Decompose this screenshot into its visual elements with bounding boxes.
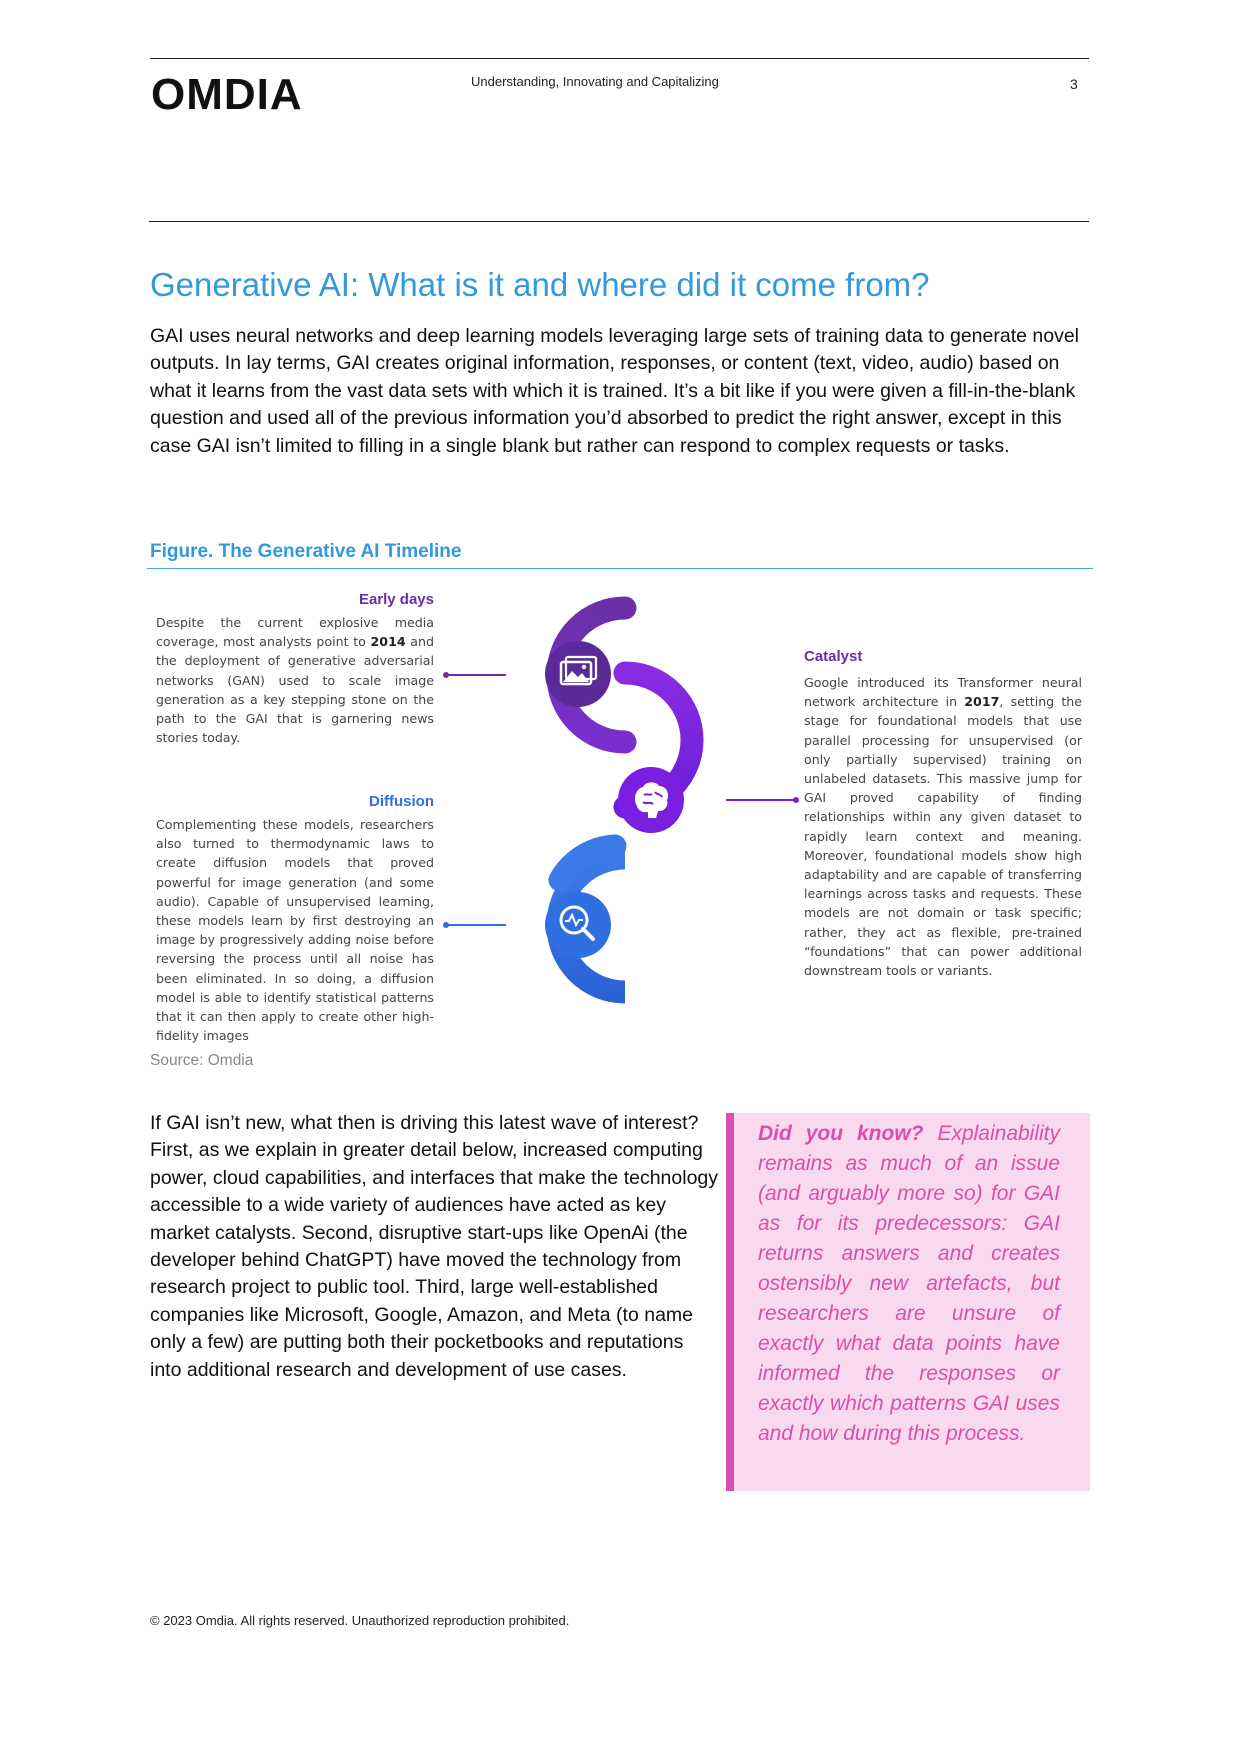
- copyright-footer: © 2023 Omdia. All rights reserved. Unauthorized reproduction prohibited.: [150, 1613, 570, 1628]
- figure-rule: [147, 568, 1093, 569]
- diffusion-heading: Diffusion: [369, 793, 434, 810]
- catalyst-dot: [793, 797, 799, 803]
- logo-text: OMDIA: [151, 72, 303, 116]
- early-days-heading: Early days: [358, 591, 434, 608]
- catalyst-text: Google introduced its Transformer neural network architecture in 2017, setting the stage for foundational models that use parallel processing for unsupervised (or only partially supervised) training on unlabeled datasets. This massive jump for GAI proved capability of finding relationships within any given dataset to rapidly learn context and meaning. Moreover, foundational models show high adaptability and are capable of transferring learnings across tasks and requests. These models are not domain or task specific; rather, they act as flexible, pre-trained “foundations” that can power additional downstream tools or variants.: [804, 675, 1082, 979]
- diffusion-text: Complementing these models, researchers also turned to thermodynamic laws to create diffusion models that proved powerful for image generation (and some audio). Capable of unsupervised learning, these models learn by first destroying an image by progressively adding noise before reversing the process until all noise has been eliminated. In so doing, a diffusion model is able to identify statistical patterns that it can then apply to create other high-fidelity images: [156, 817, 434, 1044]
- header-bottom-rule: [149, 221, 1089, 222]
- callout-accent-bar: [726, 1113, 734, 1491]
- callout-text: Did you know? Explainability remains as much of an issue (and arguably more so) for GAI as for its predecessors: GAI returns answers and creates ostensibly new artefacts, but researchers are unsure of exactly what data points have informed the responses or exactly which patterns GAI uses and how during this process.: [758, 1122, 1061, 1445]
- catalyst-heading: Catalyst: [804, 648, 863, 665]
- intro-paragraph: GAI uses neural networks and deep learning models leveraging large sets of training data to generate novel outputs. In lay terms, GAI creates original information, responses, or content (text, video, audio) based on what it learns from the vast data sets with which it is trained. It’s a bit like if you were given a fill-in-the-blank question and used all of the previous information you’d absorbed to predict the right answer, except in this case GAI isn’t limited to filling in a single blank but rather can respond to complex requests or tasks.: [150, 325, 1079, 457]
- early-days-year: 2014: [370, 634, 406, 650]
- page-title: Generative AI: What is it and where did it come from?: [150, 266, 930, 303]
- image-icon: [545, 641, 611, 707]
- callout-lead: Did you know?: [758, 1122, 924, 1145]
- brain-icon: [618, 767, 684, 833]
- figure-source: Source: Omdia: [150, 1052, 254, 1069]
- running-title: Understanding, Innovating and Capitalizing: [471, 74, 719, 89]
- figure-caption: Figure. The Generative AI Timeline: [150, 541, 462, 562]
- catalyst-year: 2017: [964, 694, 1000, 710]
- omdia-logo: [151, 72, 317, 116]
- header-top-rule: [150, 58, 1089, 59]
- early-days-dot: [443, 672, 449, 678]
- diffusion-dot: [443, 922, 449, 928]
- body-paragraph-2: If GAI isn’t new, what then is driving this latest wave of interest? First, as we explain in greater detail below, increased computing power, cloud capabilities, and interfaces that make the technology accessible to a wide variety of audiences have acted as key market catalysts. Second, disruptive start-ups like OpenAi (the developer behind ChatGPT) have moved the technology from research project to public tool. Third, large well-established companies like Microsoft, Google, Amazon, and Meta (to name only a few) are putting both their pocketbooks and reputations into additional research and development of use cases.: [150, 1112, 719, 1381]
- early-days-text: Despite the current explosive media coverage, most analysts point to 2014 and the deployment of generative adversarial networks (GAN) used to scale image generation as a key stepping stone on the path to the GAI that is garnering news stories today.: [156, 615, 434, 746]
- magnifier-pulse-icon: [545, 892, 611, 958]
- timeline-graphic: [440, 585, 810, 1015]
- page-number: 3: [1070, 76, 1078, 92]
